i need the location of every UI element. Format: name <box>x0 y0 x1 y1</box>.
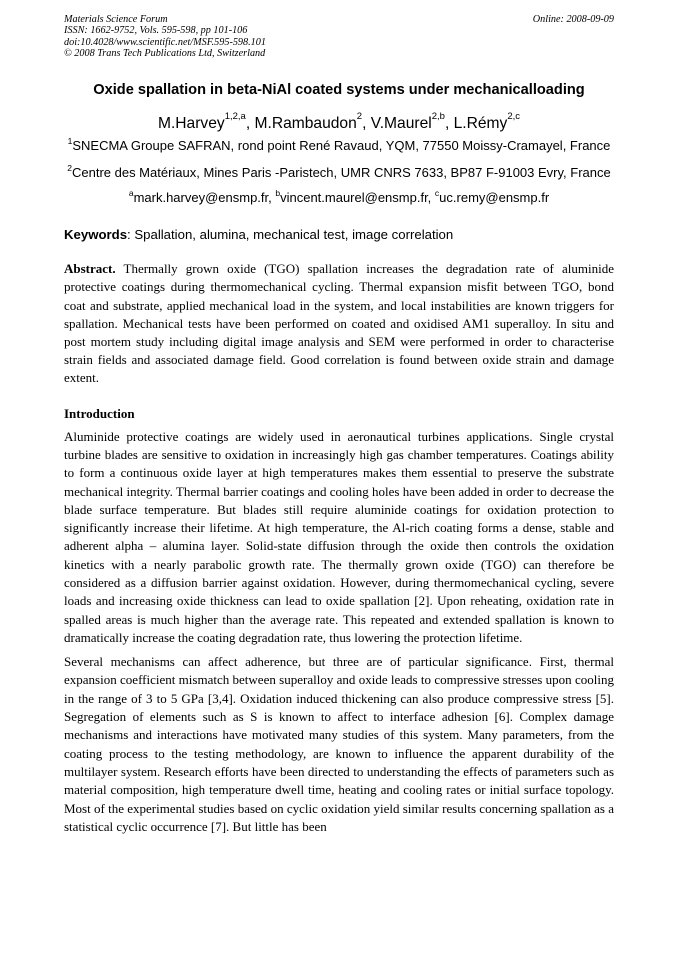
keywords-label: Keywords <box>64 227 128 243</box>
abstract-text: Thermally grown oxide (TGO) spallation increases the degradation rate of aluminide protective coatings during thermomechanical cycling. Thermal expansion misfit between TGO, bond coat and substrate, applied mechanical load in the system, and local instabilities are known triggers for spallation. Mechanical tests have been performed on coated and oxidised AM1 superalloy. In situ and post mortem study including digital image analysis and SEM were performed in order to characterise strain fields and associated damage field. Good correlation is found between oxide strain and damage extent. <box>64 261 614 386</box>
author-separator: , <box>245 115 255 133</box>
author-emails <box>64 188 614 207</box>
author-superscript: 2,b <box>431 111 445 123</box>
affiliation-text: SNECMA Groupe SAFRAN, rond point René Ravaud, YQM, 77550 Moissy-Cramayel, France <box>72 138 611 154</box>
affiliation-2 <box>64 163 614 182</box>
journal-header <box>64 14 614 59</box>
issn-line: ISSN: 1662-9752, Vols. 595-598, pp 101-106 <box>64 25 248 37</box>
keywords-line <box>64 227 614 242</box>
author-superscript: 1,2,a <box>224 111 246 123</box>
abstract <box>64 260 614 387</box>
email-marker: b <box>275 188 281 199</box>
author-name: V.Maurel <box>370 115 432 133</box>
abstract-label: Abstract. <box>64 261 116 277</box>
online-date: Online: 2008-09-09 <box>532 14 614 25</box>
introduction-paragraph: Aluminide protective coatings are widely used in aeronautical turbines applications. Single crystal turbine blades are sensitive to oxidation in increasingly high gas chamber temperatures. Coatings ability to form a continuous oxide layer at high temperatures makes them essential to preserve the substrate mechanical integrity. Thermal barrier coatings and cooling holes have been added in order to decrease the blade surface temperature. But blades still require aluminide coatings for oxidation protection to significantly increase their lifetime. At high temperature, the Al-rich coating forms a dense, stable and adherent alpha – alumina layer. Solid-state diffusion through the oxide then controls the oxidation kinetics with a nearly parabolic growth rate. The thermally grown oxide (TGO) can therefore be considered as a diffusion barrier against oxidation. However, during thermomechanical cycling, severe loads and increasing oxide thickness can lead to oxide spallation [2]. Upon reheating, oxidation rate in spalled areas is much higher than the average rate. This repeated and extended spallation is known to dramatically increase the coating degradation rate, thus lowering the protection lifetime. <box>64 428 614 645</box>
affiliation-number: 1 <box>67 136 73 147</box>
email-link[interactable]: mark.harvey@ensmp.fr, <box>133 190 276 206</box>
journal-name: Materials Science Forum <box>64 14 168 25</box>
paper-title: Oxide spallation in beta-NiAl coated systems under mechanicalloading <box>93 82 585 99</box>
author-list <box>64 111 614 134</box>
author-separator: , <box>444 115 454 133</box>
author-name: M.Rambaudon <box>254 115 357 133</box>
introduction-paragraph: Several mechanisms can affect adherence, but three are of particular significance. First, thermal expansion coefficient mismatch between superalloy and oxide leads to compressive stresses upon cooling in the range of 3 to 5 GPa [3,4]. Oxidation induced thickening can also produce compressive stress [5]. Segregation of elements such as S is known to affect to interface adhesion [6]. Complex damage mechanisms and interactions have motivated many studies of this system. Many parameters, from the coating process to the testing methodology, are known to influence the apparent durability of the multilayer system. Research efforts have been directed to understanding the effects of parameters such as material composition, high temperature dwell time, heating and cooling rates or initial surface topology. Most of the experimental studies based on cyclic oxidation yield similar results concerning spallation as a statistical cyclic occurrence [7]. But little has been <box>64 654 614 834</box>
affiliation-1 <box>64 136 614 155</box>
author-superscript: 2 <box>356 111 363 123</box>
email-link[interactable]: uc.remy@ensmp.fr <box>439 190 550 206</box>
email-link[interactable]: vincent.maurel@ensmp.fr, <box>280 190 435 206</box>
copyright-line: © 2008 Trans Tech Publications Ltd, Switzerland <box>64 47 266 59</box>
author-name: L.Rémy <box>453 115 508 133</box>
email-marker: c <box>434 188 440 199</box>
keywords-text: : Spallation, alumina, mechanical test, image correlation <box>127 227 454 243</box>
author-separator: , <box>362 115 371 133</box>
doi-line: doi:10.4028/www.scientific.net/MSF.595-598.101 <box>64 36 266 48</box>
introduction-heading: Introduction <box>64 405 135 421</box>
author-name: M.Harvey <box>157 115 225 133</box>
affiliation-number: 2 <box>67 163 72 174</box>
affiliation-text: Centre des Matériaux, Mines Paris -Paristech, UMR CNRS 7633, BP87 F-91003 Evry, France <box>71 165 611 181</box>
email-marker: a <box>128 188 134 199</box>
paper-page <box>64 14 614 842</box>
author-superscript: 2,c <box>507 111 521 123</box>
